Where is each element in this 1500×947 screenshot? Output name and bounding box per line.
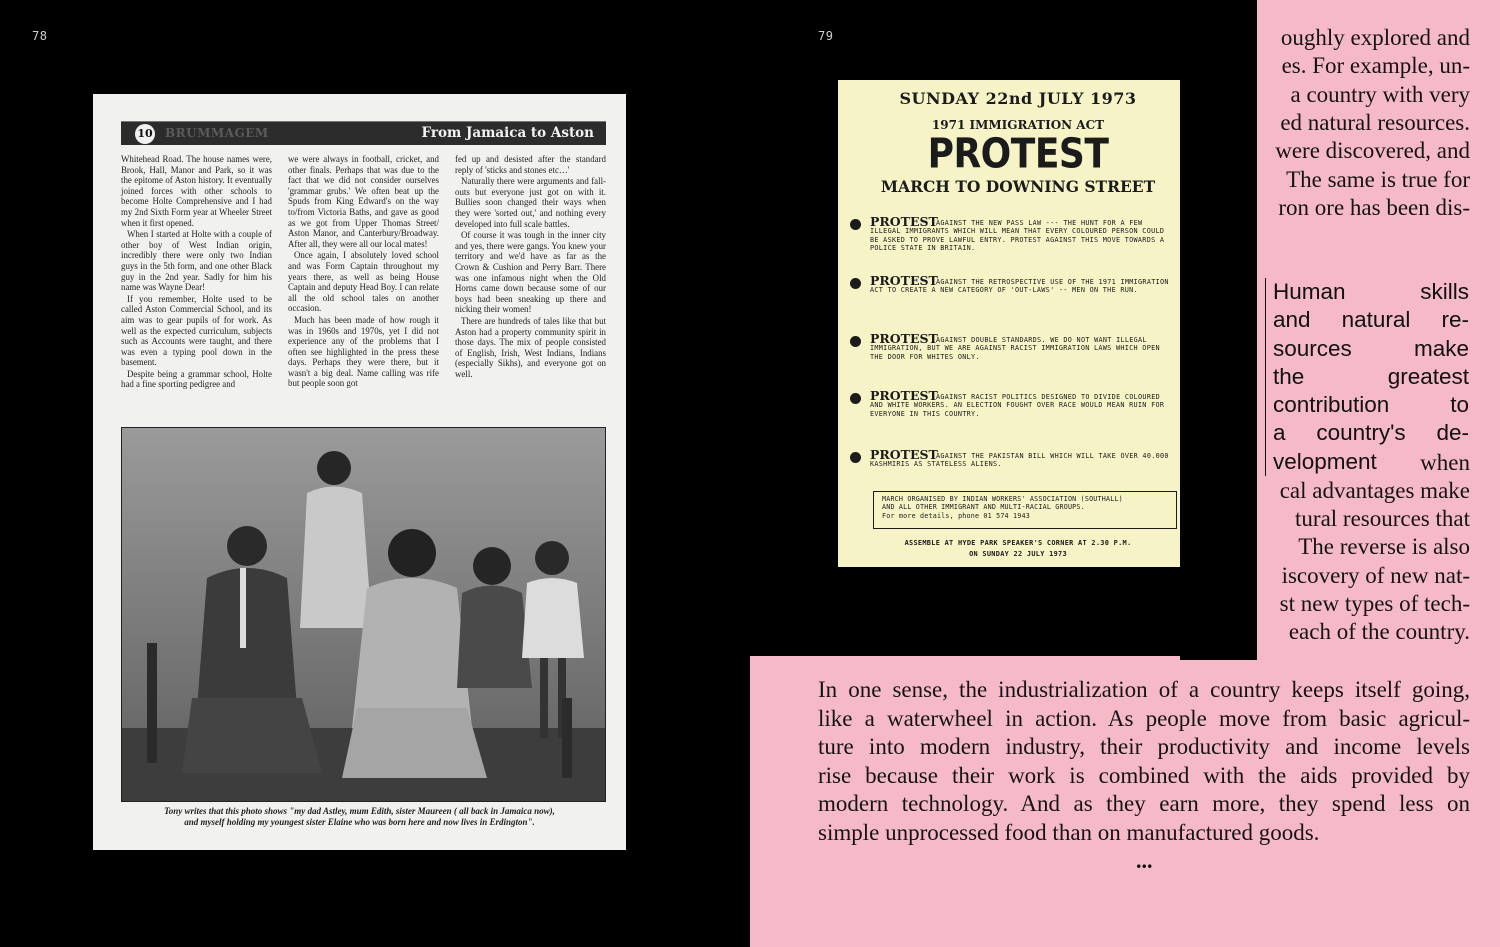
paragraph-line: simple unprocessed food than on manufactured goods. xyxy=(818,819,1320,845)
pull-quote-line: sources make xyxy=(1273,335,1469,361)
body-line: The same is true for xyxy=(1286,166,1470,192)
photo-caption xyxy=(113,806,606,828)
body-line: iscovery of new nat- xyxy=(1281,562,1470,588)
bullet-icon xyxy=(850,336,861,347)
flyer-march: MARCH TO DOWNING STREET xyxy=(880,177,1156,196)
body-line: st new types of tech- xyxy=(1279,591,1470,616)
article-paragraph: When I started at Holte with a couple of other boy of West Indian origin, incredibly there were only two Indian guys in the 5th form, and one other Black guy in the 2nd year. Sadly for him his name was Wayne Dear! xyxy=(121,229,272,293)
pull-quote-line: the greatest xyxy=(1273,363,1469,389)
caption-line: and myself holding my youngest sister Elaine who was born here and now lives in Erdington". xyxy=(184,817,535,827)
article-paragraph: If you remember, Holte used to be called Aston Commercial School, and its aim was to gear pupils of for work. As well as the expected curriculum, subjects such as Accounts were taught, and there was even a typing pool down in the basement. xyxy=(121,293,272,368)
article-paragraph: fed up and desisted after the standard reply of 'sticks and stones etc…' xyxy=(455,154,606,175)
clipping-mask xyxy=(1180,0,1257,660)
article-paragraph: Once again, I absolutely loved school and was Form Captain throughout my years there, as well as being House Captain and deputy Head Boy. I can relate all the old school tales on another occasion. xyxy=(288,250,439,314)
masthead-number: 10 xyxy=(135,124,155,144)
bullet-icon xyxy=(850,219,861,230)
body-line: when xyxy=(1420,449,1470,475)
article-paragraph: Naturally there were arguments and fall-outs but everyone just got on with it. Bullies soon changed their ways when they were 'sorted out,' and nothing every developed into full scale battles. xyxy=(455,176,606,229)
pull-quote-line: and natural re- xyxy=(1273,307,1469,333)
masthead-name: BRUMMAGEM xyxy=(165,126,269,140)
body-line: were discovered, and xyxy=(1275,138,1470,164)
article-paragraph: There are hundreds of tales like that but Aston had a property community spirit in those days. The mix of people consisted of English, Irish, West Indians, Indians (especially Sikhs), and everyone got on well. xyxy=(455,315,606,379)
paragraph-line: rise because their work is combined with the aids provided by xyxy=(818,762,1470,788)
article-paragraph: Despite being a grammar school, Holte had a fine sporting pedigree and xyxy=(121,368,272,390)
article-paragraph: we were always in football, cricket, and other finals. Perhaps that was due to the fact that we did not consider ourselves 'grammar grubs.' We often beat up the Spuds from King Edward's on the way to/from Victoria Baths, and gave as good as we got from Upper Thomas Street/ Aston Manor, and Canterbury/Broadway. After all, they were all our local mates! xyxy=(288,154,439,249)
flyer-item-text: AGAINST THE NEW PASS LAW --- THE HUNT FOR A FEW ILLEGAL IMMIGRANTS WHICH WILL MEAN THAT EVERY COLOURED PERSON COULD BE ASKED TO PROVE LAWFUL ENTRY. PROTEST AGAINST THIS MOVE TOWARDS A POLICE STATE IN BRITAIN. xyxy=(870,219,1165,253)
continuation-ellipsis: ... xyxy=(1136,848,1153,873)
paragraph-line: modern technology. And as they earn more, they spend less on xyxy=(818,791,1470,816)
pull-quote-line: contribution to xyxy=(1273,392,1469,418)
article-paragraph: Much has been made of how rough it was in 1960s and 1970s, yet I did not experience any of the problems that I often see highlighted in the press these days. Perhaps they were there, but it wasn't a big deal. Name calling was rife but people soon got xyxy=(288,314,439,389)
pull-quote xyxy=(1265,278,1469,476)
page-number-left: 78 xyxy=(32,29,48,43)
flyer-item-word: PROTEST xyxy=(870,331,938,346)
flyer-headline: PROTEST xyxy=(927,130,1109,179)
organiser-line: AND ALL OTHER IMMIGRANT AND MULTI-RACIAL GROUPS. xyxy=(882,503,1085,512)
pull-quote-line: a country's de- xyxy=(1273,420,1469,446)
assemble-line: ASSEMBLE AT HYDE PARK SPEAKER'S CORNER AT 2.30 P.M. xyxy=(904,539,1132,547)
flyer-assemble xyxy=(838,538,1198,559)
assemble-line: ON SUNDAY 22 JULY 1973 xyxy=(969,549,1067,558)
body-line: es. For example, un- xyxy=(1281,53,1470,79)
flyer-item-word: PROTEST xyxy=(870,388,938,403)
body-line: The reverse is also xyxy=(1298,534,1470,560)
caption-line: Tony writes that this photo shows "my dad Astley, mum Edith, sister Maureen ( all back in Jamaica now), xyxy=(164,806,555,816)
body-line: ron ore has been dis- xyxy=(1278,194,1470,220)
body-line: cal advantages make xyxy=(1279,477,1470,503)
bullet-icon xyxy=(850,452,861,463)
article-column-1 xyxy=(121,154,272,391)
newspaper-clipping xyxy=(93,94,626,850)
protest-flyer xyxy=(838,80,1198,567)
body-line: ed natural resources. xyxy=(1280,109,1470,135)
paragraph-line: like a waterwheel in action. As people move from basic agricul- xyxy=(818,705,1470,731)
organiser-line: For more details, phone 01 574 1943 xyxy=(882,511,1030,520)
masthead-title: From Jamaica to Aston xyxy=(421,125,594,141)
body-line: oughly explored and xyxy=(1280,25,1470,50)
flyer-item-word: PROTEST xyxy=(870,273,938,288)
article-paragraph: Of course it was tough in the inner city and yes, there were gangs. You knew your territory and we'd have as far as the Crown & Cushion and Perry Barr. There was one infamous night when the Old Horns came down because some of our boys had been sneaking up there and nicking their women! xyxy=(455,230,606,315)
organiser-line: MARCH ORGANISED BY INDIAN WORKERS' ASSOCIATION (SOUTHALL) xyxy=(882,495,1123,503)
article-column-2 xyxy=(288,154,439,390)
flyer-item-word: PROTEST xyxy=(870,214,938,229)
masthead xyxy=(121,121,606,145)
flyer-item-text: AGAINST THE RETROSPECTIVE USE OF THE 1971 IMMIGRATION ACT TO CREATE A NEW CATEGORY OF 'OUT-LAWS' -- MEN ON THE RUN. xyxy=(870,278,1169,295)
body-line: a country with very xyxy=(1290,81,1470,107)
pull-quote-line: Human skills xyxy=(1273,279,1469,304)
flyer-organiser-box xyxy=(873,491,1177,529)
paragraph-line: In one sense, the industrialization of a country keeps itself going, xyxy=(818,677,1470,702)
flyer-item-text: AGAINST DOUBLE STANDARDS. WE DO NOT WANT ILLEGAL IMMIGRATION, BUT WE ARE AGAINST RACIST IMMIGRATION LAWS WHICH OPEN THE DOOR FOR WHITES ONLY. xyxy=(870,336,1160,361)
article-columns xyxy=(121,154,606,419)
paragraph-line: ture into modern industry, their productivity and income levels xyxy=(818,734,1470,759)
flyer-item-word: PROTEST xyxy=(870,447,938,462)
body-line: tural resources that xyxy=(1295,506,1470,532)
flyer-date: SUNDAY 22nd JULY 1973 xyxy=(899,89,1137,108)
bullet-icon xyxy=(850,393,861,404)
bullet-icon xyxy=(850,278,861,289)
article-column-3 xyxy=(455,154,606,380)
flyer-act: 1971 IMMIGRATION ACT xyxy=(931,118,1105,132)
family-photo xyxy=(121,427,606,802)
pull-quote-line: velopment xyxy=(1273,448,1377,474)
article-paragraph: Whitehead Road. The house names were, Brook, Hall, Manor and Park, so it was the epitome of Aston history. It eventually joined forces with other schools to become Holte Comprehensive and I had my 2nd Sixth Form year at Wheeler Street when it first opened. xyxy=(121,154,272,228)
body-line: each of the country. xyxy=(1288,619,1470,645)
flyer-item-text: AGAINST THE PAKISTAN BILL WHICH WILL TAKE OVER 40.000 KASHMIRIS AS STATELESS ALIENS. xyxy=(870,452,1169,469)
page-number-right: 79 xyxy=(818,29,834,43)
flyer-item-text: AGAINST RACIST POLITICS DESIGNED TO DIVIDE COLOURED AND WHITE WORKERS. AN ELECTION FOUGHT OVER RACE WOULD MEAN RUIN FOR EVERYONE IN THIS COUNTRY. xyxy=(870,393,1165,418)
body-paragraph xyxy=(818,676,1470,847)
